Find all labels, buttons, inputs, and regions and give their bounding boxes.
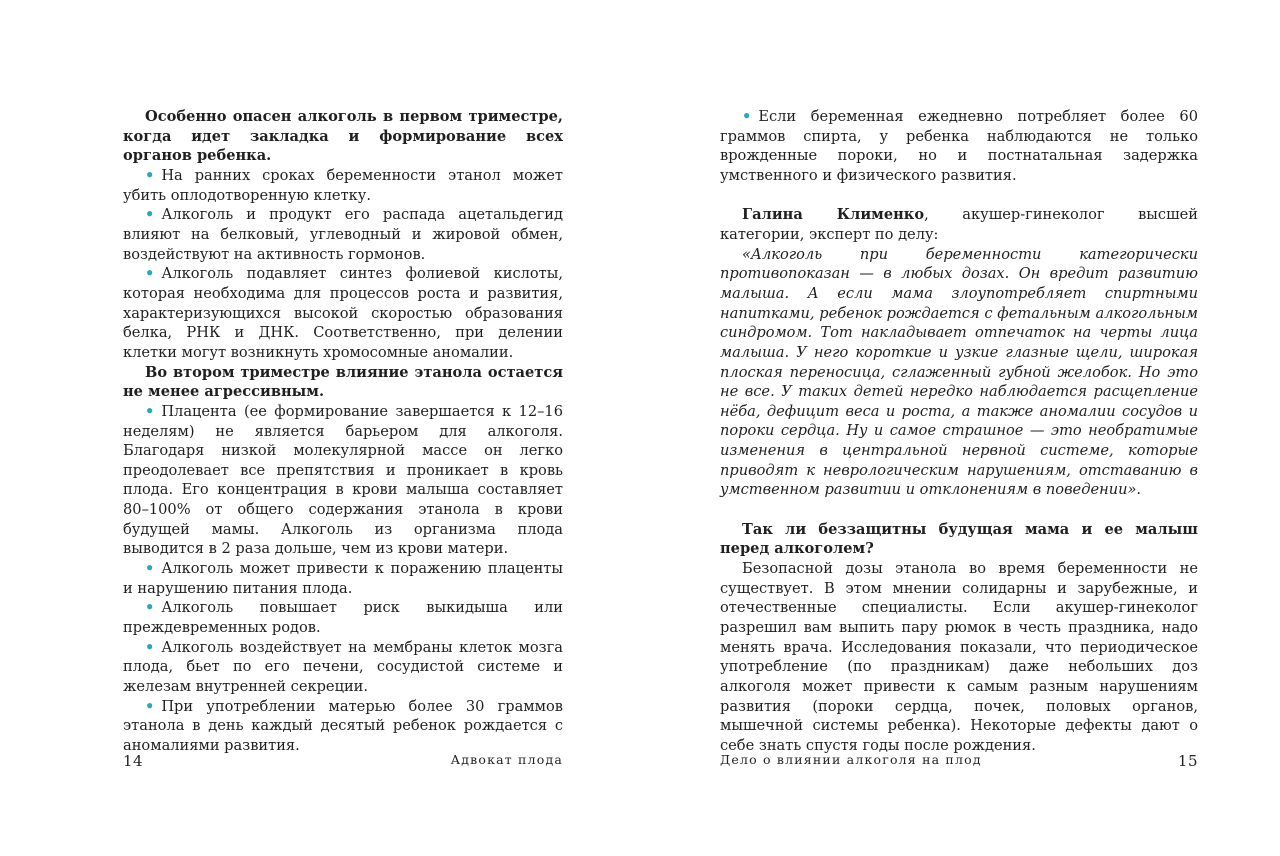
right-text-column [720,107,1198,756]
list-item-text: Алкоголь воздействует на мембраны клеток мозга плода, бьет по его печени, сосудистой системе и железам внутренней секреции. [123,638,563,696]
body-paragraph: Безопасной дозы этанола во время беременности не существует. В этом мнении солидарны и зарубежные, и отечественные специалисты. Если акушер-гинеколог разрешил вам выпить пару рюмок в честь праздника, надо менять врача. Исследования показали, что периодическое употребление (по праздникам) даже небольших доз алкоголя может привести к самым разным нарушениям развития (пороки сердца, почек, половых органов, мышечной системы ребенка). Некоторые дефекты дают о себе знать спустя годы после рождения. [720,560,1198,754]
expert-attribution [720,205,1198,244]
paragraph-first-trimester: Особенно опасен алкоголь в первом триместре, когда идет закладка и формирование всех органов ребенка. [123,108,563,165]
bullet-icon: • [145,697,155,715]
bullet-icon: • [742,108,752,125]
list-item-text: Плацента (ее формирование завершается к 12–16 неделям) не является барьером для алкоголя. Благодаря низкой молекулярной массе он легко преодолевает все препятствия и проникает в кровь плода. Его концентрация в крови малыша составляет 80–100% от общего содержания этанола в крови будущей мамы. Алкоголь из организма плода выводится в 2 раза дольше, чем из крови матери. [123,402,563,558]
list-item-text: При употреблении матерью более 30 граммов этанола в день каждый десятый ребенок рождается с аномалиями развития. [123,697,563,754]
list-item-text: На ранних сроках беременности этанол может убить оплодотворенную клетку. [123,166,563,204]
list-item [123,205,563,264]
list-item [123,697,563,756]
list-item [123,598,563,637]
list-item-text: Алкоголь подавляет синтез фолиевой кислоты, которая необходима для процессов роста и развития, характеризующихся высокой скоростью образования белка, РНК и ДНК. Соответственно, при делении клетки могут возникнуть хромосомные аномалии. [123,265,563,361]
list-item [123,402,563,559]
running-head: Адвокат плода [450,752,563,767]
list-item-text: Алкоголь может привести к поражению плаценты и нарушению питания плода. [123,560,563,597]
list-item-text: Если беременная ежедневно потребляет более 60 граммов спирта, у ребенка наблюдаются не только врожденные пороки, но и постнатальная задержка умственного и физического развития. [720,108,1198,184]
page-number: 14 [123,752,144,770]
list-item [123,264,563,362]
expert-quote: «Алкоголь при беременности категорически противопоказан — в любых дозах. Он вредит развитию малыша. А если мама злоупотребляет спиртными напитками, ребенок рождается с фетальным алкогольным синдромом. Тот накладывает отпечаток на черты лица малыша. У него короткие и узкие глазные щели, широкая плоская переносица, сглаженный губной желобок. Но это не все. У таких детей нередко наблюдается расщепление нёба, дефицит веса и роста, а также аномалии сосудов и пороки сердца. Ну и самое страшное — это необратимые изменения в центральной нервной системе, которые приводят к неврологическим нарушениям, отставанию в умственном развитии и отклонениям в поведении». [720,245,1198,499]
bullet-icon: • [145,166,155,184]
bullet-icon: • [145,599,155,617]
bullet-icon: • [145,560,155,578]
bullet-icon: • [145,265,155,283]
list-item [123,638,563,697]
list-item-text: Алкоголь и продукт его распада ацетальдегид влияют на белковый, углеводный и жировой обмен, воздействуют на активность гормонов. [123,206,563,263]
paragraph-second-trimester: Во втором триместре влияние этанола остается не менее агрессивным. [123,363,563,401]
list-item [123,559,563,598]
bullet-icon: • [145,206,155,224]
list-item [720,107,1198,186]
left-text-column [123,107,563,756]
right-page [640,0,1280,856]
page-number: 15 [1177,752,1198,770]
section-heading: Так ли беззащитны будущая мама и ее малыш перед алкоголем? [720,520,1198,558]
bullet-icon: • [145,638,155,656]
list-item [123,166,563,205]
running-head: Дело о влиянии алкоголя на плод [720,752,982,767]
expert-title: , акушер-гинеколог высшей категории, эксперт по делу: [720,206,1199,243]
bullet-icon: • [145,402,155,420]
list-item-text: Алкоголь повышает риск выкидыша или преждевременных родов. [123,599,563,637]
expert-name: Галина Клименко [742,206,925,224]
